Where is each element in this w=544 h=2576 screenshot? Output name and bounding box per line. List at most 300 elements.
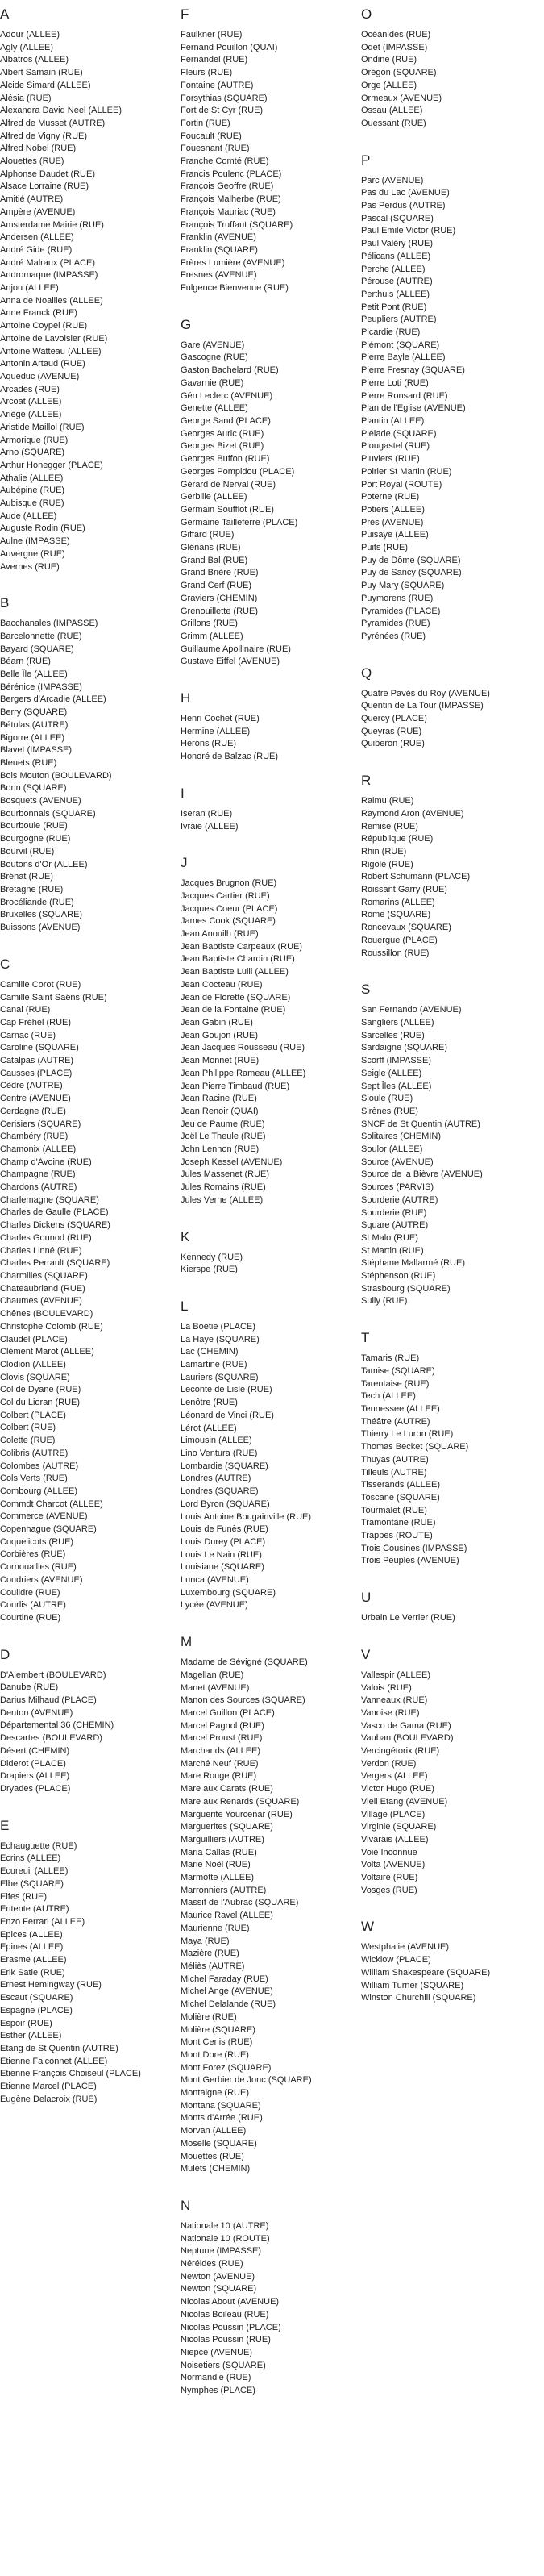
street-link[interactable]: Molière (SQUARE) — [181, 2024, 255, 2035]
street-link[interactable]: Alfred de Vigny (RUE) — [0, 131, 88, 141]
street-link[interactable]: Trappes (ROUTE) — [361, 1531, 433, 1541]
street-link[interactable]: Arthur Honegger (PLACE) — [0, 460, 103, 470]
street-link[interactable]: Winston Churchill (SQUARE) — [361, 1993, 476, 2003]
street-link[interactable]: Jules Massenet (RUE) — [181, 1169, 270, 1180]
street-link[interactable]: Marcel Guillon (PLACE) — [181, 1707, 275, 1718]
street-link[interactable]: Gavarnie (RUE) — [181, 377, 244, 388]
street-link[interactable]: Maurienne (RUE) — [181, 1923, 250, 1933]
street-link[interactable]: Pléiade (SQUARE) — [361, 428, 437, 439]
street-link[interactable]: Roncevaux (SQUARE) — [361, 923, 451, 933]
street-link[interactable]: Newton (AVENUE) — [181, 2271, 255, 2282]
street-link[interactable]: Néréides (RUE) — [181, 2259, 243, 2270]
street-link[interactable]: Maya (RUE) — [181, 1936, 230, 1946]
street-link[interactable]: Ariège (ALLEE) — [0, 410, 62, 420]
street-link[interactable]: Jean Renoir (QUAI) — [181, 1106, 259, 1116]
street-link[interactable]: Thierry Le Luron (RUE) — [361, 1429, 454, 1440]
street-link[interactable]: Colombes (AUTRE) — [0, 1461, 79, 1471]
street-link[interactable]: Ecrins (ALLEE) — [0, 1853, 61, 1864]
street-link[interactable]: Drapiers (ALLEE) — [0, 1771, 70, 1782]
street-link[interactable]: Vasco de Gama (RUE) — [361, 1720, 451, 1731]
street-link[interactable]: James Cook (SQUARE) — [181, 916, 276, 927]
street-link[interactable]: Orégon (SQUARE) — [361, 68, 437, 78]
street-link[interactable]: Denton (AVENUE) — [0, 1707, 73, 1718]
street-link[interactable]: Giffard (RUE) — [181, 530, 235, 540]
street-link[interactable]: Paul Valéry (RUE) — [361, 239, 434, 249]
street-link[interactable]: Aulne (IMPASSE) — [0, 536, 70, 547]
street-link[interactable]: Perthuis (ALLEE) — [361, 289, 430, 299]
street-link[interactable]: Remise (RUE) — [361, 821, 418, 832]
street-link[interactable]: Commdt Charcot (ALLEE) — [0, 1498, 103, 1509]
street-link[interactable]: Jeu de Paume (RUE) — [181, 1119, 265, 1129]
street-link[interactable]: Carnac (RUE) — [0, 1030, 56, 1040]
street-link[interactable]: Corbières (RUE) — [0, 1549, 66, 1560]
street-link[interactable]: Fleurs (RUE) — [181, 68, 233, 78]
street-link[interactable]: Michel Delalande (RUE) — [181, 1999, 276, 2010]
street-link[interactable]: Vivarais (ALLEE) — [361, 1834, 429, 1844]
street-link[interactable]: Christophe Colomb (RUE) — [0, 1321, 103, 1332]
street-link[interactable]: Aristide Maillol (RUE) — [0, 422, 85, 432]
street-link[interactable]: Albert Samain (RUE) — [0, 68, 83, 78]
street-link[interactable]: Berry (SQUARE) — [0, 707, 68, 718]
street-link[interactable]: Georges Bizet (RUE) — [181, 441, 264, 452]
street-link[interactable]: Perche (ALLEE) — [361, 264, 426, 274]
street-link[interactable]: Peupliers (AUTRE) — [361, 315, 437, 325]
street-link[interactable]: Bosquets (AVENUE) — [0, 796, 81, 807]
street-link[interactable]: Jean Monnet (RUE) — [181, 1056, 260, 1066]
street-link[interactable]: Cols Verts (RUE) — [0, 1473, 68, 1484]
street-link[interactable]: Centre (AVENUE) — [0, 1094, 71, 1104]
street-link[interactable]: Poterne (RUE) — [361, 492, 420, 502]
street-link[interactable]: Pierre Ronsard (RUE) — [361, 390, 448, 401]
street-link[interactable]: Georges Buffon (RUE) — [181, 454, 270, 465]
street-link[interactable]: Puisaye (ALLEE) — [361, 530, 429, 540]
street-link[interactable]: Lycée (AVENUE) — [181, 1600, 248, 1611]
street-link[interactable]: Vallespir (ALLEE) — [361, 1669, 430, 1680]
street-link[interactable]: Alésia (RUE) — [0, 93, 52, 103]
street-link[interactable]: Marronniers (AUTRE) — [181, 1885, 267, 1895]
street-link[interactable]: Jules Romains (RUE) — [181, 1182, 266, 1193]
street-link[interactable]: André Malraux (PLACE) — [0, 257, 95, 268]
street-link[interactable]: Amsterdame Mairie (RUE) — [0, 219, 104, 230]
street-link[interactable]: Bonn (SQUARE) — [0, 783, 67, 794]
street-link[interactable]: Westphalie (AVENUE) — [361, 1942, 450, 1953]
street-link[interactable]: Picardie (RUE) — [361, 327, 421, 338]
street-link[interactable]: Normandie (RUE) — [181, 2373, 251, 2383]
street-link[interactable]: Col de Dyane (RUE) — [0, 1385, 81, 1395]
street-link[interactable]: Escaut (SQUARE) — [0, 1993, 73, 2003]
street-link[interactable]: Tourmalet (RUE) — [361, 1505, 427, 1515]
street-link[interactable]: Raimu (RUE) — [361, 796, 414, 807]
street-link[interactable]: Jean Anouilh (RUE) — [181, 929, 259, 940]
street-link[interactable]: Stéphenson (RUE) — [361, 1271, 436, 1282]
street-link[interactable]: Pierre Fresnay (SQUARE) — [361, 365, 465, 376]
street-link[interactable]: Parc (AVENUE) — [361, 175, 424, 185]
street-link[interactable]: Joseph Kessel (AVENUE) — [181, 1157, 283, 1167]
street-link[interactable]: Plan de l'Eglise (AVENUE) — [361, 403, 466, 414]
street-link[interactable]: Alcide Simard (ALLEE) — [0, 80, 91, 90]
street-link[interactable]: Noisetiers (SQUARE) — [181, 2360, 266, 2370]
street-link[interactable]: Voltaire (RUE) — [361, 1873, 418, 1883]
street-link[interactable]: Etienne Marcel (PLACE) — [0, 2082, 97, 2092]
street-link[interactable]: Grillons (RUE) — [181, 619, 238, 629]
street-link[interactable]: Niepce (AVENUE) — [181, 2347, 253, 2357]
street-link[interactable]: Scorff (IMPASSE) — [361, 1056, 432, 1066]
street-link[interactable]: Cap Fréhel (RUE) — [0, 1017, 72, 1027]
street-link[interactable]: Copenhague (SQUARE) — [0, 1524, 97, 1535]
street-link[interactable]: Coudriers (AVENUE) — [0, 1574, 83, 1585]
street-link[interactable]: Bérénice (IMPASSE) — [0, 682, 82, 692]
street-link[interactable]: Mont Dore (RUE) — [181, 2049, 249, 2060]
street-link[interactable]: Albatros (ALLEE) — [0, 55, 69, 65]
street-link[interactable]: Orge (ALLEE) — [361, 80, 417, 90]
street-link[interactable]: Marguerites (SQUARE) — [181, 1822, 273, 1832]
street-link[interactable]: Pyramides (PLACE) — [361, 606, 441, 616]
street-link[interactable]: Bretagne (RUE) — [0, 885, 64, 894]
street-link[interactable]: Chênes (BOULEVARD) — [0, 1309, 93, 1319]
street-link[interactable]: Neptune (IMPASSE) — [181, 2246, 262, 2257]
street-link[interactable]: Nymphes (PLACE) — [181, 2386, 255, 2396]
street-link[interactable]: Port Royal (ROUTE) — [361, 479, 442, 490]
street-link[interactable]: Jean Pierre Timbaud (RUE) — [181, 1081, 290, 1091]
street-link[interactable]: Erik Satie (RUE) — [0, 1967, 65, 1978]
street-link[interactable]: Franche Comté (RUE) — [181, 156, 269, 167]
street-link[interactable]: Chaumes (AVENUE) — [0, 1296, 82, 1307]
street-link[interactable]: Iseran (RUE) — [181, 808, 233, 819]
street-link[interactable]: Lunca (AVENUE) — [181, 1575, 249, 1586]
street-link[interactable]: Cornouailles (RUE) — [0, 1562, 77, 1573]
street-link[interactable]: François Truffaut (SQUARE) — [181, 219, 293, 230]
street-link[interactable]: Jean Baptiste Chardin (RUE) — [181, 954, 295, 965]
street-link[interactable]: Etienne François Choiseul (PLACE) — [0, 2069, 141, 2079]
street-link[interactable]: William Turner (SQUARE) — [361, 1980, 464, 1990]
street-link[interactable]: Champagne (RUE) — [0, 1169, 76, 1180]
street-link[interactable]: Maria Callas (RUE) — [181, 1847, 257, 1857]
street-link[interactable]: Charles Dickens (SQUARE) — [0, 1220, 110, 1231]
street-link[interactable]: François Geoffre (RUE) — [181, 181, 274, 192]
street-link[interactable]: Aubisque (RUE) — [0, 498, 64, 509]
street-link[interactable]: Bréhat (RUE) — [0, 872, 54, 882]
street-link[interactable]: Arcades (RUE) — [0, 384, 60, 394]
street-link[interactable]: Lombardie (SQUARE) — [181, 1461, 268, 1471]
street-link[interactable]: Sardaigne (SQUARE) — [361, 1043, 447, 1053]
street-link[interactable]: Colette (RUE) — [0, 1436, 56, 1446]
street-link[interactable]: Tramontane (RUE) — [361, 1518, 436, 1528]
street-link[interactable]: Prés (AVENUE) — [361, 517, 424, 527]
street-link[interactable]: Armorique (RUE) — [0, 435, 69, 445]
street-link[interactable]: Puymorens (RUE) — [361, 593, 434, 603]
street-link[interactable]: Manet (AVENUE) — [181, 1682, 250, 1693]
street-link[interactable]: George Sand (PLACE) — [181, 415, 271, 426]
street-link[interactable]: Mont Forez (SQUARE) — [181, 2062, 272, 2073]
street-link[interactable]: Catalpas (AUTRE) — [0, 1056, 74, 1066]
street-link[interactable]: Aubépine (RUE) — [0, 486, 65, 496]
street-link[interactable]: Bois Mouton (BOULEVARD) — [0, 770, 112, 781]
street-link[interactable]: Pérouse (AUTRE) — [361, 277, 433, 287]
street-link[interactable]: Canal (RUE) — [0, 1005, 51, 1015]
street-link[interactable]: Bacchanales (IMPASSE) — [0, 619, 98, 629]
street-link[interactable]: Chardons (AUTRE) — [0, 1182, 77, 1193]
street-link[interactable]: Marguilliers (AUTRE) — [181, 1834, 264, 1844]
street-link[interactable]: Fortin (RUE) — [181, 118, 230, 128]
street-link[interactable]: Mare Rouge (RUE) — [181, 1771, 257, 1782]
street-link[interactable]: Rigole (RUE) — [361, 859, 413, 869]
street-link[interactable]: Cerdagne (RUE) — [0, 1106, 66, 1116]
street-link[interactable]: Alfred Nobel (RUE) — [0, 144, 77, 154]
street-link[interactable]: Tennessee (ALLEE) — [361, 1403, 440, 1414]
street-link[interactable]: Elfes (RUE) — [0, 1891, 48, 1902]
street-link[interactable]: Strasbourg (SQUARE) — [361, 1283, 451, 1294]
street-link[interactable]: Courlis (AUTRE) — [0, 1600, 66, 1611]
street-link[interactable]: Eugène Delacroix (RUE) — [0, 2094, 98, 2104]
street-link[interactable]: Genette (ALLEE) — [181, 403, 248, 414]
street-link[interactable]: Charlemagne (SQUARE) — [0, 1194, 99, 1205]
street-link[interactable]: Marguerite Yourcenar (RUE) — [181, 1809, 293, 1819]
street-link[interactable]: San Fernando (AVENUE) — [361, 1005, 462, 1015]
street-link[interactable]: Elbe (SQUARE) — [0, 1878, 64, 1889]
street-link[interactable]: Jean Racine (RUE) — [181, 1094, 257, 1104]
street-link[interactable]: Trois Peuples (AVENUE) — [361, 1556, 459, 1566]
street-link[interactable]: Kierspe (RUE) — [181, 1265, 238, 1275]
street-link[interactable]: Espoir (RUE) — [0, 2018, 52, 2028]
street-link[interactable]: Vergers (ALLEE) — [361, 1771, 428, 1782]
street-link[interactable]: Franklin (AVENUE) — [181, 232, 256, 243]
street-link[interactable]: Athalie (ALLEE) — [0, 473, 64, 483]
street-link[interactable]: Forsythias (SQUARE) — [181, 93, 268, 103]
street-link[interactable]: Jean de Florette (SQUARE) — [181, 992, 291, 1002]
street-link[interactable]: Petit Pont (RUE) — [361, 302, 427, 312]
street-link[interactable]: Charles Gounod (RUE) — [0, 1232, 92, 1243]
street-link[interactable]: Tech (ALLEE) — [361, 1391, 416, 1402]
street-link[interactable]: Etienne Falconnet (ALLEE) — [0, 2056, 108, 2066]
street-link[interactable]: Coulidre (RUE) — [0, 1587, 60, 1598]
street-link[interactable]: Montaigne (RUE) — [181, 2088, 249, 2099]
street-link[interactable]: Newton (SQUARE) — [181, 2284, 257, 2295]
street-link[interactable]: Foucault (RUE) — [181, 131, 242, 141]
street-link[interactable]: Marmotte (ALLEE) — [181, 1873, 255, 1883]
street-link[interactable]: André Gide (RUE) — [0, 244, 73, 255]
street-link[interactable]: Andersen (ALLEE) — [0, 232, 74, 243]
street-link[interactable]: Faulkner (RUE) — [181, 30, 243, 40]
street-link[interactable]: Sources (PARVIS) — [361, 1182, 434, 1193]
street-link[interactable]: Rhin (RUE) — [361, 846, 407, 857]
street-link[interactable]: Grand Cerf (RUE) — [181, 581, 252, 591]
street-link[interactable]: Queyras (RUE) — [361, 726, 422, 736]
street-link[interactable]: Vosges (RUE) — [361, 1885, 417, 1895]
street-link[interactable]: Hermine (ALLEE) — [181, 726, 251, 736]
street-link[interactable]: Sully (RUE) — [361, 1296, 408, 1307]
street-link[interactable]: Londres (SQUARE) — [181, 1486, 259, 1497]
street-link[interactable]: Béarn (RUE) — [0, 657, 51, 667]
street-link[interactable]: Charmilles (SQUARE) — [0, 1270, 88, 1281]
street-link[interactable]: Piémont (SQUARE) — [361, 340, 440, 350]
street-link[interactable]: La Boétie (PLACE) — [181, 1321, 255, 1332]
street-link[interactable]: Bourboule (RUE) — [0, 821, 68, 832]
street-link[interactable]: Henri Cochet (RUE) — [181, 714, 260, 724]
street-link[interactable]: Marché Neuf (RUE) — [181, 1758, 259, 1769]
street-link[interactable]: Puy de Dôme (SQUARE) — [361, 555, 461, 565]
street-link[interactable]: Michel Ange (AVENUE) — [181, 1986, 273, 1997]
street-link[interactable]: D'Alembert (BOULEVARD) — [0, 1669, 106, 1680]
street-link[interactable]: Frères Lumière (AVENUE) — [181, 257, 285, 268]
street-link[interactable]: Bruxelles (SQUARE) — [0, 910, 83, 920]
street-link[interactable]: Puy de Sancy (SQUARE) — [361, 568, 462, 578]
street-link[interactable]: Gén Leclerc (AVENUE) — [181, 390, 273, 401]
street-link[interactable]: St Martin (RUE) — [361, 1245, 424, 1256]
street-link[interactable]: Sept Îles (ALLEE) — [361, 1081, 432, 1091]
street-link[interactable]: Commerce (AVENUE) — [0, 1511, 88, 1522]
street-link[interactable]: Odet (IMPASSE) — [361, 42, 428, 52]
street-link[interactable]: Colbert (RUE) — [0, 1423, 56, 1433]
street-link[interactable]: Grimm (ALLEE) — [181, 631, 243, 641]
street-link[interactable]: Echauguette (RUE) — [0, 1840, 77, 1851]
street-link[interactable]: Camille Saint Saëns (RUE) — [0, 992, 107, 1002]
street-link[interactable]: Nicolas Boileau (RUE) — [181, 2309, 269, 2320]
street-link[interactable]: SNCF de St Quentin (AUTRE) — [361, 1119, 480, 1129]
street-link[interactable]: Sourderie (AUTRE) — [361, 1194, 438, 1205]
street-link[interactable]: Vanneaux (RUE) — [361, 1695, 428, 1706]
street-link[interactable]: Tamise (SQUARE) — [361, 1365, 435, 1376]
street-link[interactable]: Vauban (BOULEVARD) — [361, 1733, 454, 1744]
street-link[interactable]: Chambéry (RUE) — [0, 1132, 69, 1142]
street-link[interactable]: Marcel Pagnol (RUE) — [181, 1720, 264, 1731]
street-link[interactable]: Cerisiers (SQUARE) — [0, 1119, 81, 1129]
street-link[interactable]: Sarcelles (RUE) — [361, 1030, 425, 1040]
street-link[interactable]: Mare aux Renards (SQUARE) — [181, 1796, 300, 1807]
street-link[interactable]: Cèdre (AUTRE) — [0, 1081, 63, 1091]
street-link[interactable]: Esther (ALLEE) — [0, 2031, 62, 2041]
street-link[interactable]: Quiberon (RUE) — [361, 739, 425, 749]
street-link[interactable]: Diderot (PLACE) — [0, 1758, 66, 1769]
street-link[interactable]: John Lennon (RUE) — [181, 1144, 260, 1155]
street-link[interactable]: Germain Soufflot (RUE) — [181, 504, 274, 515]
street-link[interactable]: Océanides (RUE) — [361, 30, 431, 40]
street-link[interactable]: Gaston Bachelard (RUE) — [181, 365, 279, 376]
street-link[interactable]: Quatre Pavés du Roy (AVENUE) — [361, 688, 490, 698]
street-link[interactable]: Quercy (PLACE) — [361, 714, 427, 724]
street-link[interactable]: Vercingétorix (RUE) — [361, 1746, 440, 1757]
street-link[interactable]: Jean de la Fontaine (RUE) — [181, 1005, 286, 1015]
street-link[interactable]: Graviers (CHEMIN) — [181, 593, 258, 603]
street-link[interactable]: Quentin de La Tour (IMPASSE) — [361, 701, 484, 711]
street-link[interactable]: Louis Antoine Bougainville (RUE) — [181, 1511, 312, 1522]
street-link[interactable]: Caroline (SQUARE) — [0, 1043, 79, 1053]
street-link[interactable]: Désert (CHEMIN) — [0, 1745, 70, 1756]
street-link[interactable]: Pascal (SQUARE) — [361, 213, 434, 223]
street-link[interactable]: Verdon (RUE) — [361, 1758, 417, 1769]
street-link[interactable]: Puits (RUE) — [361, 543, 409, 553]
street-link[interactable]: Source de la Bièvre (AVENUE) — [361, 1169, 483, 1180]
street-link[interactable]: Leconte de Lisle (RUE) — [181, 1385, 272, 1395]
street-link[interactable]: Madame de Sévigné (SQUARE) — [181, 1657, 308, 1668]
street-link[interactable]: Antoine de Lavoisier (RUE) — [0, 333, 108, 344]
street-link[interactable]: Honoré de Balzac (RUE) — [181, 752, 279, 762]
street-link[interactable]: William Shakespeare (SQUARE) — [361, 1967, 491, 1978]
street-link[interactable]: Mulets (CHEMIN) — [181, 2164, 251, 2174]
street-link[interactable]: Méliès (AUTRE) — [181, 1961, 245, 1971]
street-link[interactable]: Charles de Gaulle (PLACE) — [0, 1207, 109, 1218]
street-link[interactable]: Lamartine (RUE) — [181, 1360, 247, 1370]
street-link[interactable]: Joël Le Theule (RUE) — [181, 1132, 266, 1142]
street-link[interactable]: Bergers d'Arcadie (ALLEE) — [0, 694, 106, 705]
street-link[interactable]: Andromaque (IMPASSE) — [0, 270, 98, 281]
street-link[interactable]: Nationale 10 (AUTRE) — [181, 2220, 269, 2231]
street-link[interactable]: Virginie (SQUARE) — [361, 1822, 437, 1832]
street-link[interactable]: Colibris (AUTRE) — [0, 1448, 69, 1458]
street-link[interactable]: Ivraie (ALLEE) — [181, 821, 239, 832]
street-link[interactable]: Anne Franck (RUE) — [0, 308, 77, 319]
street-link[interactable]: Francis Poulenc (PLACE) — [181, 169, 282, 179]
street-link[interactable]: Grand Bal (RUE) — [181, 555, 248, 565]
street-link[interactable]: Départemental 36 (CHEMIN) — [0, 1720, 114, 1731]
street-link[interactable]: Paul Emile Victor (RUE) — [361, 226, 456, 236]
street-link[interactable]: Lenôtre (RUE) — [181, 1398, 238, 1408]
street-link[interactable]: Louis Durey (PLACE) — [181, 1536, 266, 1547]
street-link[interactable]: Alfred de Musset (AUTRE) — [0, 118, 106, 128]
street-link[interactable]: Dryades (PLACE) — [0, 1784, 71, 1794]
street-link[interactable]: Lino Ventura (RUE) — [181, 1448, 258, 1458]
street-link[interactable]: Bourbonnais (SQUARE) — [0, 808, 96, 819]
street-link[interactable]: François Malherbe (RUE) — [181, 194, 281, 205]
street-link[interactable]: Causses (PLACE) — [0, 1068, 73, 1078]
street-link[interactable]: Epines (ALLEE) — [0, 1942, 64, 1953]
street-link[interactable]: François Mauriac (RUE) — [181, 206, 276, 217]
street-link[interactable]: Mont Gerbier de Jonc (SQUARE) — [181, 2075, 312, 2086]
street-link[interactable]: Pas Perdus (AUTRE) — [361, 201, 446, 211]
street-link[interactable]: Combourg (ALLEE) — [0, 1486, 77, 1496]
street-link[interactable]: Georges Pompidou (PLACE) — [181, 466, 295, 477]
street-link[interactable]: Luxembourg (SQUARE) — [181, 1587, 276, 1598]
street-link[interactable]: Massif de l'Aubrac (SQUARE) — [181, 1898, 299, 1908]
street-link[interactable]: Tisserands (ALLEE) — [361, 1480, 441, 1490]
street-link[interactable]: Ampère (AVENUE) — [0, 206, 76, 217]
street-link[interactable]: Camille Corot (RUE) — [0, 979, 81, 990]
street-link[interactable]: Vieil Etang (AVENUE) — [361, 1796, 448, 1807]
street-link[interactable]: Lauriers (SQUARE) — [181, 1372, 259, 1382]
street-link[interactable]: Belle Île (ALLEE) — [0, 669, 68, 680]
street-link[interactable]: Rouergue (PLACE) — [361, 935, 438, 945]
street-link[interactable]: Kennedy (RUE) — [181, 1252, 243, 1262]
street-link[interactable]: Tilleuls (AUTRE) — [361, 1467, 427, 1478]
street-link[interactable]: Clément Marot (ALLEE) — [0, 1347, 94, 1357]
street-link[interactable]: Village (PLACE) — [361, 1809, 426, 1819]
street-link[interactable]: Fulgence Bienvenue (RUE) — [181, 283, 289, 294]
street-link[interactable]: La Haye (SQUARE) — [181, 1334, 260, 1344]
street-link[interactable]: Gerbille (ALLEE) — [181, 492, 247, 502]
street-link[interactable]: Plantin (ALLEE) — [361, 415, 425, 426]
street-link[interactable]: Tamaris (RUE) — [361, 1353, 420, 1364]
street-link[interactable]: Pyrénées (RUE) — [361, 631, 426, 641]
street-link[interactable]: Ernest Hemingway (RUE) — [0, 1980, 102, 1990]
street-link[interactable]: Magellan (RUE) — [181, 1669, 244, 1680]
street-link[interactable]: Col du Lioran (RUE) — [0, 1398, 81, 1408]
street-link[interactable]: Mouettes (RUE) — [181, 2151, 244, 2161]
street-link[interactable]: Mare aux Carats (RUE) — [181, 1784, 273, 1794]
street-link[interactable]: Chateaubriand (RUE) — [0, 1283, 85, 1294]
street-link[interactable]: Descartes (BOULEVARD) — [0, 1733, 102, 1744]
street-link[interactable]: Stéphane Mallarmé (RUE) — [361, 1258, 465, 1269]
street-link[interactable]: Hérons (RUE) — [181, 739, 237, 749]
street-link[interactable]: Vanoise (RUE) — [361, 1707, 420, 1718]
street-link[interactable]: Coquelicots (RUE) — [0, 1536, 74, 1547]
street-link[interactable]: Seigle (ALLEE) — [361, 1068, 422, 1078]
street-link[interactable]: Molière (RUE) — [181, 2011, 237, 2022]
street-link[interactable]: Sioule (RUE) — [361, 1094, 413, 1104]
street-link[interactable]: Jean Jacques Rousseau (RUE) — [181, 1043, 305, 1053]
street-link[interactable]: Darius Milhaud (PLACE) — [0, 1695, 97, 1706]
street-link[interactable]: Ecureuil (ALLEE) — [0, 1866, 69, 1877]
street-link[interactable]: Bourvil (RUE) — [0, 846, 55, 857]
street-link[interactable]: Potiers (ALLEE) — [361, 504, 425, 515]
